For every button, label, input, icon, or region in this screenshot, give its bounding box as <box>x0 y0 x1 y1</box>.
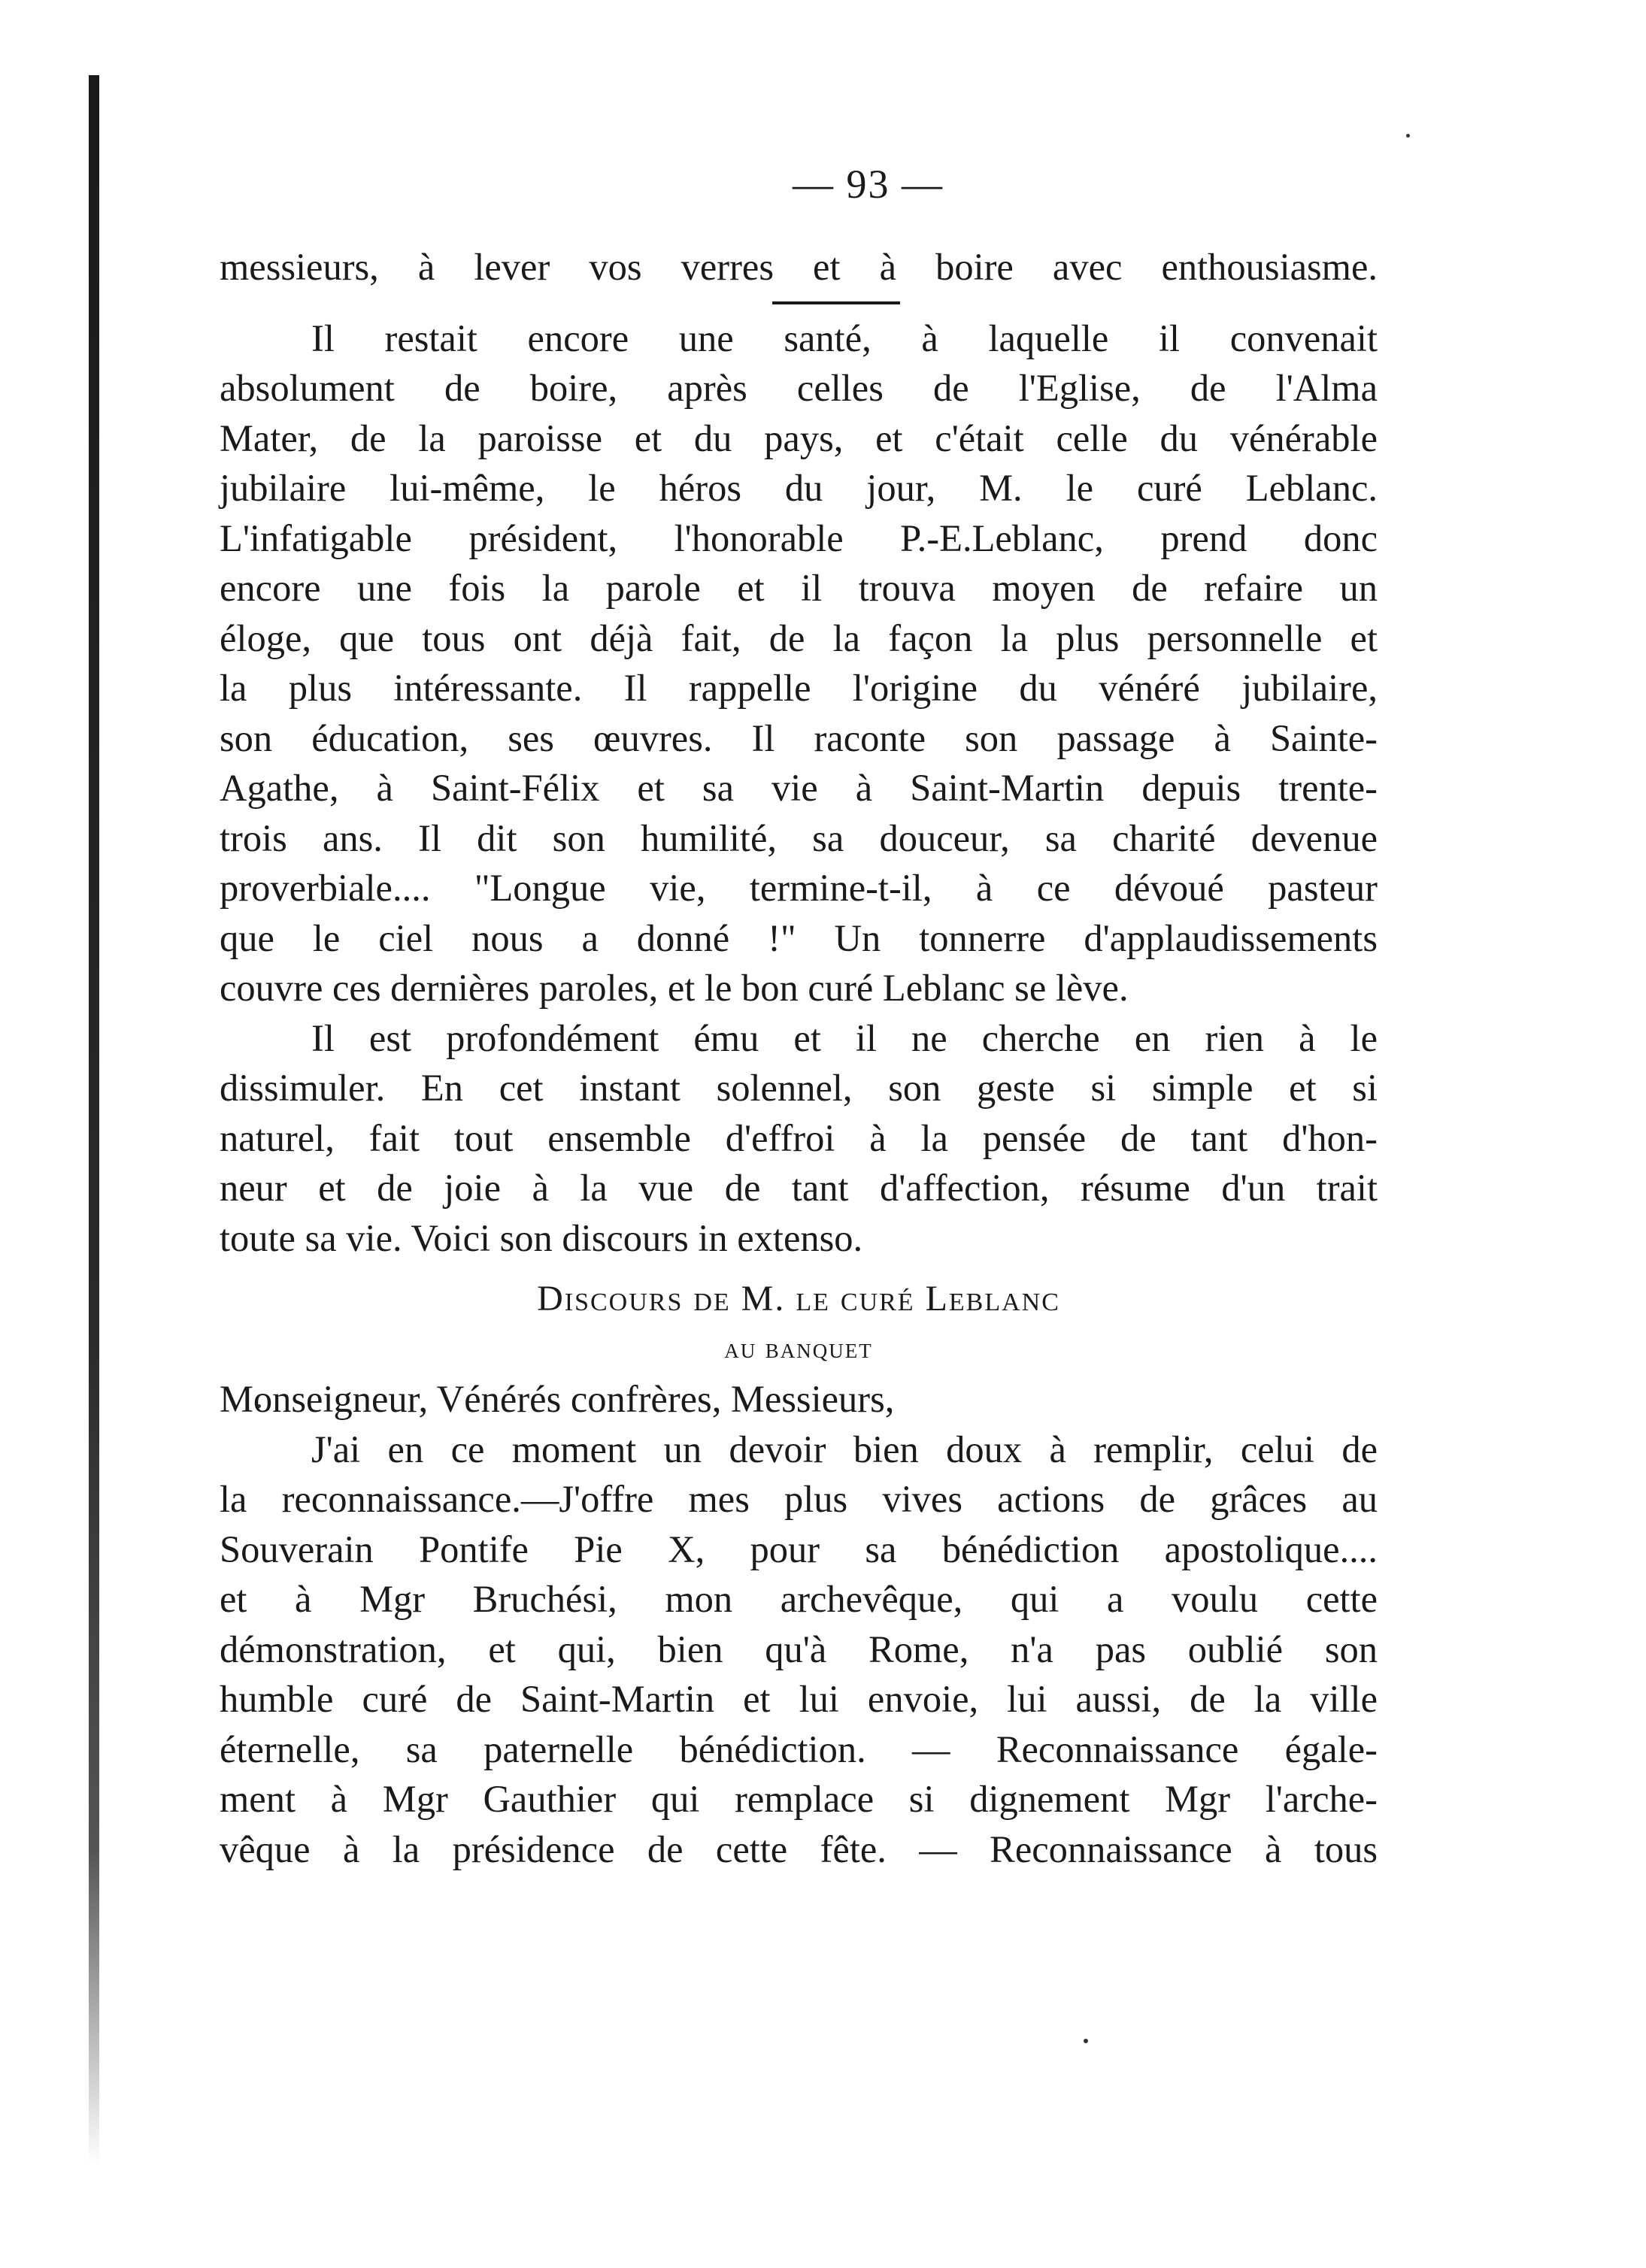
section-divider <box>772 301 900 304</box>
text-line: que le ciel nous a donné !" Un tonnerre d'applaudissements <box>220 916 1378 959</box>
salutation: Monseigneur, Vénérés confrères, Messieurs, <box>220 1378 895 1420</box>
text-line: naturel, fait tout ensemble d'effroi à la pensée de tant d'hon- <box>220 1116 1378 1159</box>
text-line: jubilaire lui-même, le héros du jour, M. le curé Leblanc. <box>220 467 1378 509</box>
text-line: dissimuler. En cet instant solennel, son geste si simple et si <box>220 1067 1378 1109</box>
paragraph <box>220 313 1378 1013</box>
speech-subheading: au banquet <box>724 1333 873 1364</box>
text-line: et à Mgr Bruchési, mon archevêque, qui a voulu cette <box>220 1578 1378 1620</box>
text-line: couvre ces dernières paroles, et le bon curé Leblanc se lève. <box>220 967 1129 1009</box>
text-line: humble curé de Saint-Martin et lui envoie, lui aussi, de la ville <box>220 1678 1378 1720</box>
text-line: toute sa vie. Voici son discours in extenso. <box>220 1216 863 1259</box>
paragraph <box>220 1425 1378 1875</box>
text-line: Il restait encore une santé, à laquelle il convenait <box>311 316 1378 359</box>
text-line: J'ai en ce moment un devoir bien doux à remplir, celui de <box>311 1428 1378 1470</box>
text-line: Mater, de la paroisse et du pays, et c'était celle du vénérable <box>220 416 1378 459</box>
text-line: proverbiale.... "Longue vie, termine-t-il, à ce dévoué pasteur <box>220 867 1378 909</box>
scan-speck <box>1406 134 1410 138</box>
text-line: trois ans. Il dit son humilité, sa douceur, sa charité devenue <box>220 816 1378 859</box>
text-line: éternelle, sa paternelle bénédiction. — Reconnaissance égale- <box>220 1727 1378 1770</box>
text-line: messieurs, à lever vos verres et à boire avec enthousiasme. <box>220 246 1378 288</box>
text-line: L'infatigable président, l'honorable P.-E.Leblanc, prend donc <box>220 516 1378 559</box>
text-line: éloge, que tous ont déjà fait, de la façon la plus personnelle et <box>220 616 1378 659</box>
text-line: neur et de joie à la vue de tant d'affection, résume d'un trait <box>220 1167 1378 1209</box>
text-line: la plus intéressante. Il rappelle l'origine du vénéré jubilaire, <box>220 667 1378 709</box>
scan-speck <box>1084 2039 1088 2043</box>
speech-heading: Discours de M. le curé Leblanc <box>537 1279 1060 1319</box>
page-body <box>220 242 1378 1874</box>
page-number: — 93 — <box>793 162 944 207</box>
text-line: Il est profondément ému et il ne cherche en rien à le <box>311 1016 1378 1059</box>
paragraph <box>220 1013 1378 1264</box>
page-binding-edge <box>89 75 99 2165</box>
text-line: son éducation, ses œuvres. Il raconte son passage à Sainte- <box>220 716 1378 759</box>
text-line: vêque à la présidence de cette fête. — Reconnaissance à tous <box>220 1827 1378 1870</box>
text-line: ment à Mgr Gauthier qui remplace si dignement Mgr l'arche- <box>220 1778 1378 1820</box>
text-line: Souverain Pontife Pie X, pour sa bénédiction apostolique.... <box>220 1528 1378 1570</box>
text-line: la reconnaissance.—J'offre mes plus vives actions de grâces au <box>220 1478 1378 1520</box>
text-line: absolument de boire, après celles de l'Eglise, de l'Alma <box>220 367 1378 409</box>
text-line: Agathe, à Saint-Félix et sa vie à Saint-Martin depuis trente- <box>220 767 1378 809</box>
text-line: démonstration, et qui, bien qu'à Rome, n'a pas oublié son <box>220 1628 1378 1670</box>
text-line: encore une fois la parole et il trouva moyen de refaire un <box>220 567 1378 609</box>
